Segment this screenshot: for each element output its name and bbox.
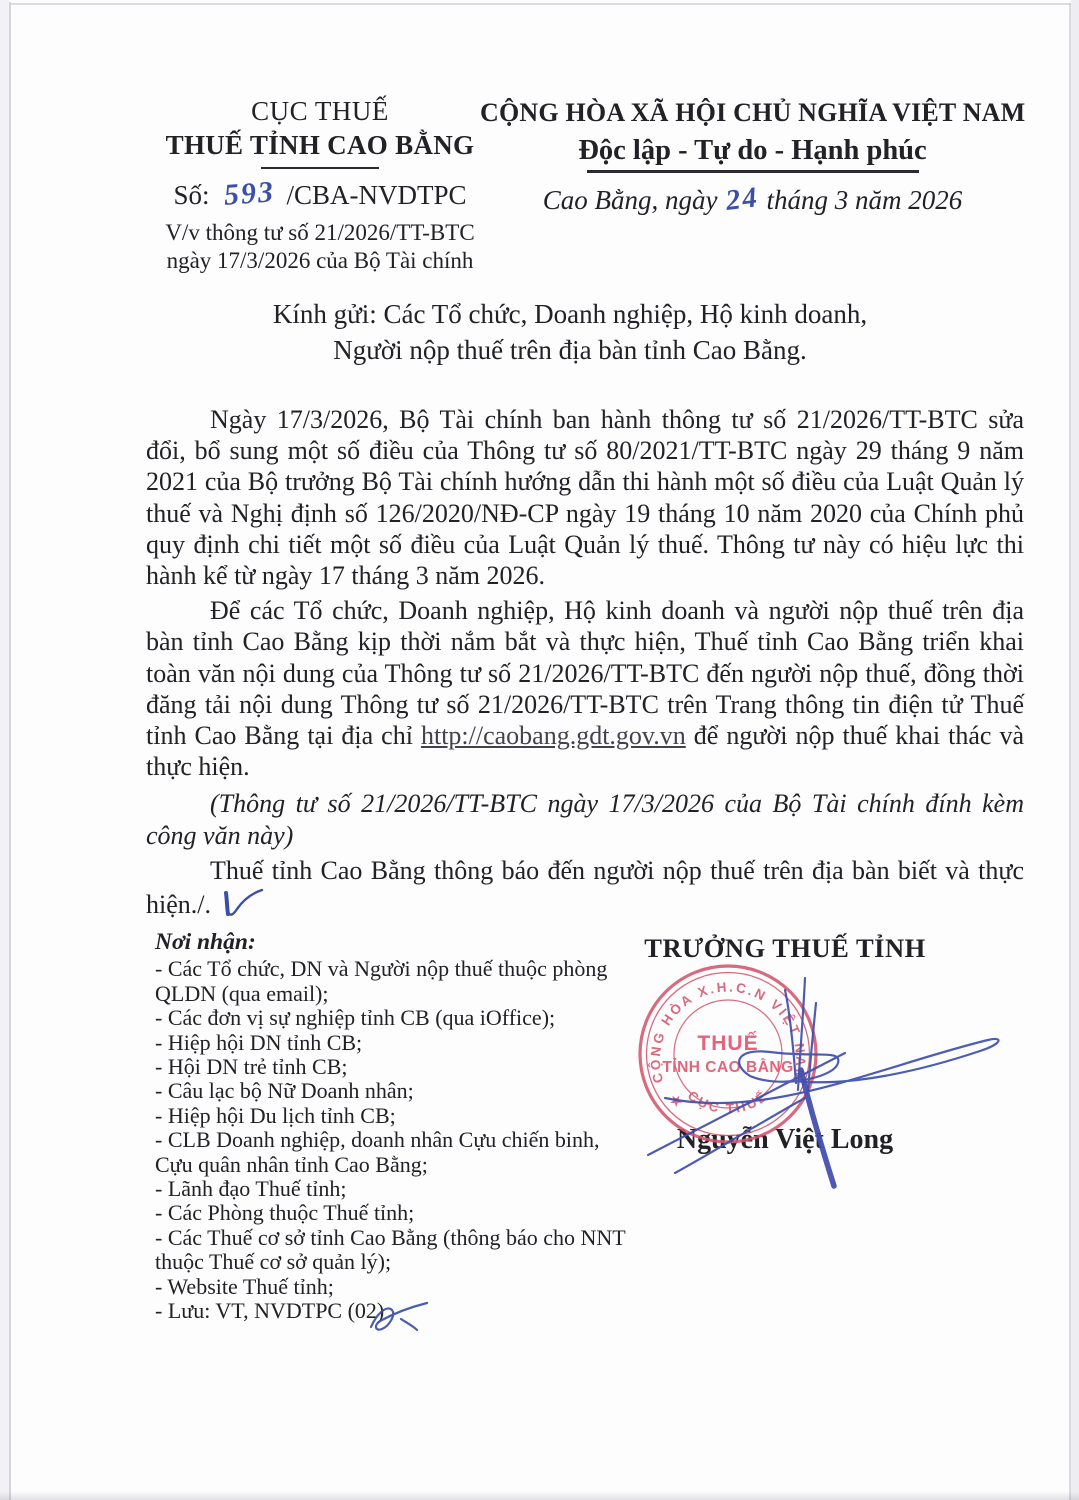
distribution-item: - Câu lạc bộ Nữ Doanh nhân; [155,1078,414,1104]
stamp-arc-top-text: CỘNG HÒA X.H.C.N VIỆT NAM [647,979,809,1085]
date-day-handwritten: 24 [723,180,761,217]
distribution-item: - Lưu: VT, NVDTPC (02) [155,1298,385,1324]
page-edge-bottom [0,1491,1079,1500]
doc-number-label: Số: [173,180,210,210]
closing-paragraph [146,855,1024,922]
national-heading-block [480,98,1025,217]
stamp-center-line-2: TỈNH CAO BẰNG [662,1059,794,1076]
national-title: CỘNG HÒA XÃ HỘI CHỦ NGHĨA VIỆT NAM [480,98,1026,127]
signer-name: Nguyễn Việt Long [676,1124,894,1155]
motto-underline [587,170,919,173]
subject-line-1: V/v thông tư số 21/2026/TT-BTC [165,220,475,245]
body-paragraph-2-text: Để các Tổ chức, Doanh nghiệp, Hộ kinh doanh và người nộp thuế trên địa bàn tỉnh Cao Bằng kịp thời nắm bắt và thực hiện, Thuế tỉnh Cao Bằng triển khai toàn văn nội dung của Thông tư số 21/2026/TT-BTC đến người nộp thuế, đồng thời đăng tải nội dung Thông tư số 21/2026/TT-BTC trên Trang thông tin điện tử Thuế tỉnh Cao Bằng tại địa chỉ [146,596,1024,751]
place-date-line [480,180,1025,217]
distribution-item: - Hiệp hội DN tỉnh CB; [155,1029,363,1055]
body-paragraph-2 [146,595,1024,782]
doc-number-handwritten: 593 [222,175,276,212]
handwritten-checkmark-ink [217,886,265,922]
org-underline [261,167,379,169]
body-paragraph-1: Ngày 17/3/2026, Bộ Tài chính ban hành thông tư số 21/2026/TT-BTC sửa đổi, bổ sung một số điều của Thông tư số 80/2021/TT-BTC ngày 29 tháng 9 năm 2021 của Bộ trưởng Bộ Tài chính hướng dẫn thi hành một số điều của Luật Quản lý thuế và Nghị định số 126/2020/NĐ-CP ngày 19 tháng 10 năm 2020 của Chính phủ quy định chi tiết một số điều của Luật Quản lý thuế. Thông tư này có hiệu lực thi hành kể từ ngày 17 tháng 3 năm 2026. [146,405,1024,591]
distribution-item: - Hội DN trẻ tỉnh CB; [155,1054,348,1080]
distribution-label: Nơi nhận: [155,929,256,955]
org-name: THUẾ TỈNH CAO BẰNG [165,130,475,160]
distribution-item: - Các Phòng thuộc Thuế tỉnh; [155,1200,415,1226]
distribution-items [155,957,635,1323]
attachment-note-paragraph: (Thông tư số 21/2026/TT-BTC ngày 17/3/2026 của Bộ Tài chính đính kèm công văn này) [146,789,1024,850]
handwritten-signature-ink [620,948,1040,1258]
handwritten-initial-ink [367,1293,433,1337]
distribution-list [155,930,635,1324]
distribution-item: - Website Thuế tỉnh; [155,1273,334,1299]
national-motto: Độc lập - Tự do - Hạnh phúc [578,135,927,166]
page-edge-top [9,3,1071,5]
distribution-item: - Các Tổ chức, DN và Người nộp thuế thuộc phòng QLDN (qua email); [155,956,608,1006]
scan-right-margin [1071,0,1079,1500]
recipient-block [170,296,970,368]
letter-body [146,404,1024,926]
doc-number-suffix: /CBA-NVDTPC [286,180,467,210]
subject-line-2: ngày 17/3/2026 của Bộ Tài chính [166,248,474,273]
subject-block [150,219,490,275]
distribution-item: - Lãnh đạo Thuế tỉnh; [155,1176,347,1202]
issuer-block [150,96,490,275]
date-suffix: tháng 3 năm 2026 [766,184,963,215]
stamp-star: ★ [666,1089,688,1111]
recipient-line-2: Người nộp thuế trên địa bàn tỉnh Cao Bằng. [333,335,807,365]
distribution-item: - Hiệp hội Du lịch tỉnh CB; [155,1102,396,1128]
website-link-text: http://caobang.gdt.gov.vn [420,721,686,751]
distribution-item: - Các Thuế cơ sở tỉnh Cao Bằng (thông báo cho NNT thuộc Thuế cơ sở quản lý); [155,1224,626,1275]
stamp-center-line-1: THUẾ [697,1032,759,1055]
recipient-line-1: Kính gửi: Các Tổ chức, Doanh nghiệp, Hộ kinh doanh, [272,299,868,329]
signer-title: TRƯỞNG THUẾ TỈNH [644,933,926,963]
date-prefix: Cao Bằng, ngày [542,184,718,215]
parent-org-name: CỤC THUẾ [251,96,389,126]
distribution-item: - CLB Doanh nghiệp, doanh nhân Cựu chiến binh, Cựu quân nhân tỉnh Cao Bằng; [155,1127,600,1177]
closing-text: Thuế tỉnh Cao Bằng thông báo đến người nộp thuế trên địa bàn biết và thực hiện./. [146,855,1024,920]
body-paragraph-2-tail: để người nộp thuế khai thác và thực hiện. [146,721,1024,782]
stamp-arc-bottom-text: CỤC THUẾ [684,1087,772,1117]
distribution-item: - Các đơn vị sự nghiệp tỉnh CB (qua iOffice); [155,1005,556,1031]
page-edge-left [9,2,11,1500]
scan-left-margin [0,0,9,1500]
document-number-line [150,175,490,212]
